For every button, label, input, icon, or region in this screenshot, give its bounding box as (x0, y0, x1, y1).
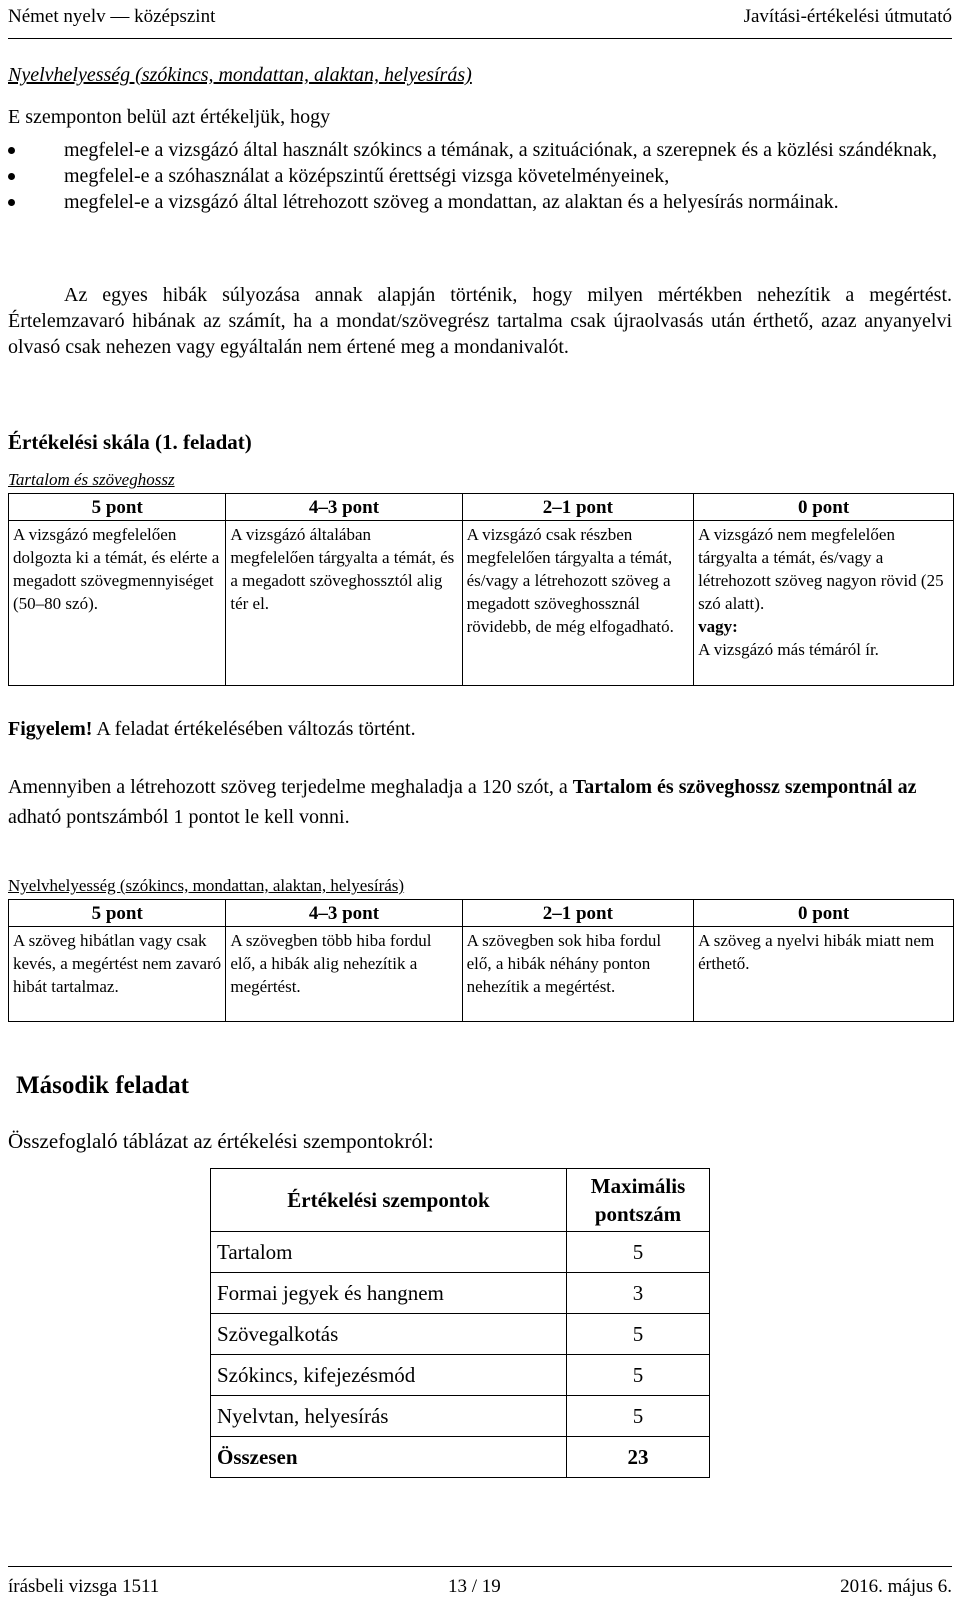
header-5-points: 5 pont (9, 900, 226, 927)
bullet-text: megfelel-e a vizsgázó által létrehozott szöveg a mondattan, az alaktan és a helyesírás normáinak. (64, 191, 839, 213)
content-cell-0-extra: A vizsgázó más témáról ír. (698, 640, 879, 659)
content-cell-0 (694, 521, 954, 686)
table-row (211, 1355, 710, 1396)
scale-title: Értékelési skála (1. feladat) (8, 430, 252, 454)
header-2-1-points: 2–1 pont (462, 494, 694, 521)
content-cell-2-1: A vizsgázó csak részben megfelelően tárgyalta a témát, és/vagy a létrehozott szöveg a megadott szöveghossznál rövidebb, de még elfogadható. (462, 521, 694, 686)
accuracy-table (8, 899, 954, 1022)
table-row (211, 1273, 710, 1314)
content-cell-0-text: A vizsgázó nem megfelelően tárgyalta a témát, és/vagy a létrehozott szöveg nagyon rövid (25 szó alatt). (698, 525, 944, 613)
weighting-paragraph: Az egyes hibák súlyozása annak alapján történik, hogy milyen mértékben nehezítik a megértést. Értelemzavaró hibának az számít, ha a mondat/szövegrész tartalma csak újraolvasás után érthető, azaz anyanyelvi olvasó csak nehezen vagy egyáltalán nem értené meg a mondanivalót. (8, 284, 952, 358)
bullet-dot-icon (8, 173, 15, 180)
accuracy-cell-4-3: A szövegben több hiba fordul elő, a hibák alig nehezítik a megértést. (226, 927, 462, 1022)
header-subject: Német nyelv — középszint (8, 6, 216, 27)
rule-bold: Tartalom és szöveghossz szempontnál az (572, 776, 917, 798)
footer-exam-code: írásbeli vizsga 1511 (8, 1576, 160, 1597)
criteria-label: Szókincs, kifejezésmód (211, 1355, 567, 1396)
table-row (211, 1232, 710, 1273)
bullet-text: megfelel-e a szóhasználat a középszintű érettségi vizsga követelményeinek, (64, 165, 670, 187)
accuracy-intro: E szemponton belül azt értékeljük, hogy (8, 106, 331, 128)
header-4-3-points: 4–3 pont (226, 900, 462, 927)
footer-page-number: 13 / 19 (448, 1576, 501, 1597)
criteria-label: Formai jegyek és hangnem (211, 1273, 567, 1314)
max-points-column-header: Maximális pontszám (567, 1169, 710, 1232)
rule-part2: adható pontszámból 1 pontot le kell vonni. (8, 806, 350, 828)
total-label: Összesen (211, 1437, 567, 1478)
bullet-item (8, 163, 952, 189)
criteria-points: 5 (567, 1232, 710, 1273)
page-header (8, 0, 952, 39)
summary-table (210, 1168, 710, 1478)
or-label: vagy: (698, 617, 738, 636)
content-length-caption: Tartalom és szöveghossz (8, 470, 175, 489)
header-4-3-points: 4–3 pont (226, 494, 462, 521)
criteria-label: Szövegalkotás (211, 1314, 567, 1355)
content-cell-4-3: A vizsgázó általában megfelelően tárgyalta a témát, és a megadott szöveghossztól alig tér el. (226, 521, 462, 686)
page-footer (8, 1566, 952, 1601)
accuracy-section-title: Nyelvhelyesség (szókincs, mondattan, alaktan, helyesírás) (8, 64, 472, 86)
table-row (211, 1314, 710, 1355)
accuracy-cell-0: A szöveg a nyelvi hibák miatt nem érthető. (694, 927, 954, 1022)
accuracy-bullet-list (8, 137, 952, 215)
bullet-item (8, 189, 952, 215)
footer-date: 2016. május 6. (840, 1576, 952, 1597)
criteria-points: 3 (567, 1273, 710, 1314)
criteria-points: 5 (567, 1314, 710, 1355)
summary-caption: Összefoglaló táblázat az értékelési szempontokról: (8, 1129, 434, 1153)
criteria-points: 5 (567, 1355, 710, 1396)
accuracy-cell-5: A szöveg hibátlan vagy csak kevés, a megértést nem zavaró hibát tartalmaz. (9, 927, 226, 1022)
table-row (211, 1396, 710, 1437)
total-points: 23 (567, 1437, 710, 1478)
length-rule (8, 772, 952, 832)
header-doc-type: Javítási-értékelési útmutató (743, 6, 952, 27)
bullet-item (8, 137, 952, 163)
notice-line (8, 716, 952, 742)
header-0-points: 0 pont (694, 494, 954, 521)
rule-part1: Amennyiben a létrehozott szöveg terjedelme meghaladja a 120 szót, a (8, 776, 568, 798)
content-length-table (8, 493, 954, 686)
total-row (211, 1437, 710, 1478)
header-0-points: 0 pont (694, 900, 954, 927)
accuracy-caption: Nyelvhelyesség (szókincs, mondattan, alaktan, helyesírás) (8, 876, 405, 895)
bullet-text: megfelel-e a vizsgázó által használt szókincs a témának, a szituációnak, a szerepnek és a közlési szándéknak, (64, 139, 937, 161)
content-cell-5: A vizsgázó megfelelően dolgozta ki a témát, és elérte a megadott szövegmennyiséget (50–80 szó). (9, 521, 226, 686)
criteria-label: Tartalom (211, 1232, 567, 1273)
bullet-dot-icon (8, 199, 15, 206)
bullet-dot-icon (8, 147, 15, 154)
criteria-column-header: Értékelési szempontok (211, 1169, 567, 1232)
notice-text: A feladat értékelésében változás történt. (96, 718, 416, 740)
criteria-points: 5 (567, 1396, 710, 1437)
notice-bold: Figyelem! (8, 718, 93, 740)
accuracy-cell-2-1: A szövegben sok hiba fordul elő, a hibák néhány ponton nehezítik a megértést. (462, 927, 694, 1022)
second-task-title: Második feladat (16, 1072, 189, 1099)
header-2-1-points: 2–1 pont (462, 900, 694, 927)
criteria-label: Nyelvtan, helyesírás (211, 1396, 567, 1437)
header-5-points: 5 pont (9, 494, 226, 521)
